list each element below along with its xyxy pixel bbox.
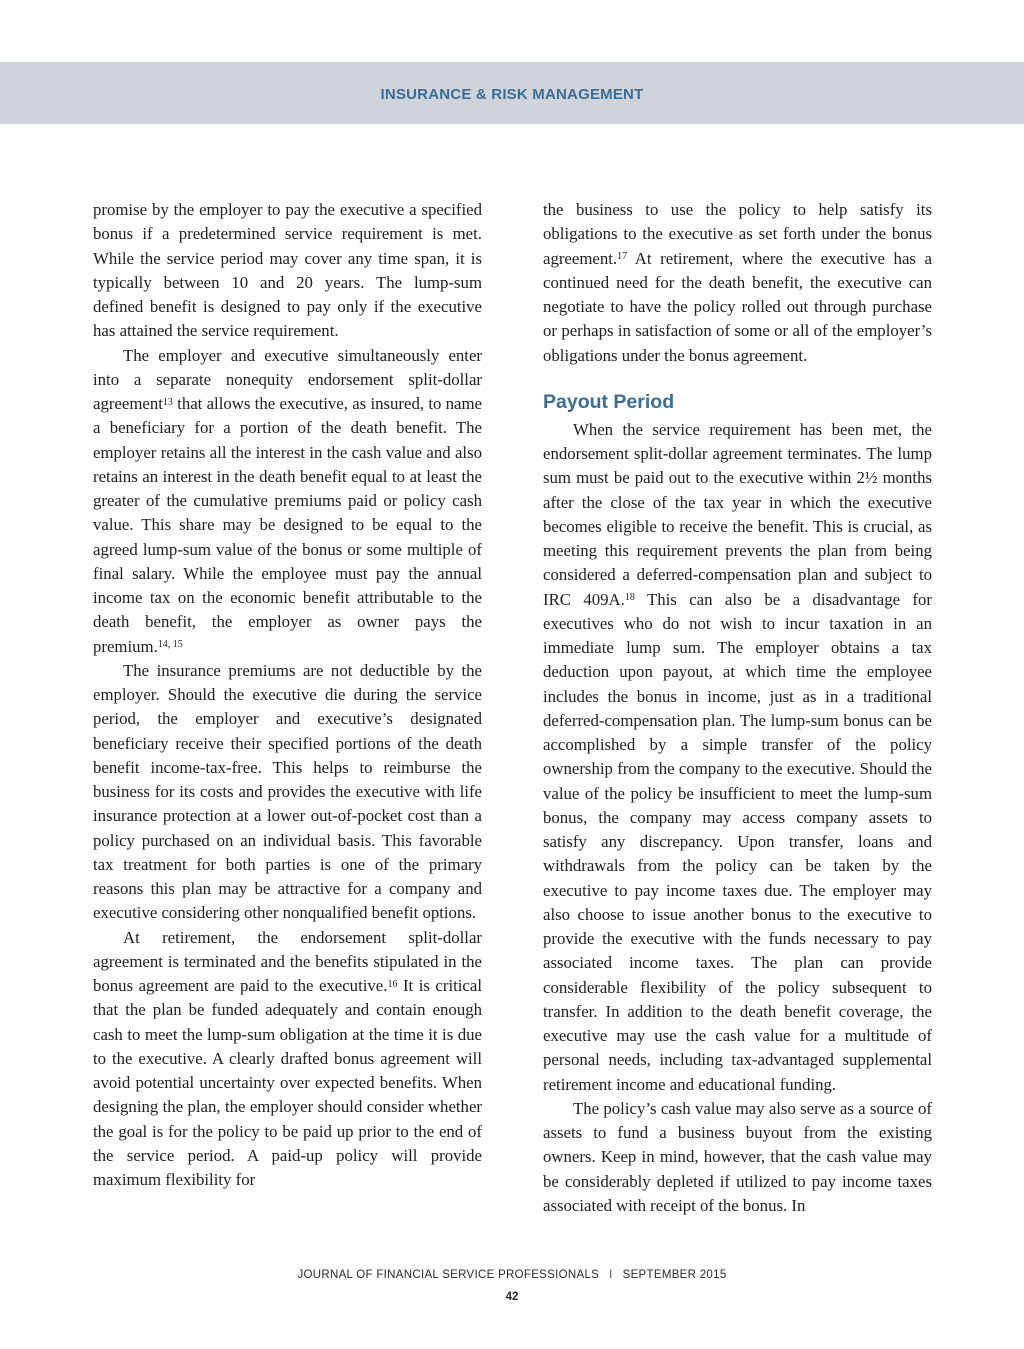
section-title: INSURANCE & RISK MANAGEMENT xyxy=(380,86,644,103)
paragraph: The employer and executive simultaneously enter into a separate nonequity endorsement split-dollar agreement$^{13}$ that allows the executive, as insured, to name a beneficiary for a portion of the death benefit. The employer retains all the interest in the cash value and also retains an interest in the death benefit equal to at least the greater of the cumulative premiums paid or policy cash value. This share may be designed to be equal to the agreed lump-sum value of the bonus or some multiple of final salary. While the employee must pay the annual income tax on the economic benefit attributable to the death benefit, the employer as owner pays the premium.$^{14, 15}$ xyxy=(93,345,482,656)
paragraph: When the service requirement has been met, the endorsement split-dollar agreement terminates. The lump sum must be paid out to the executive within 2½ months after the close of the tax year in which the executive becomes eligible to receive the benefit. This is crucial, as meeting this requirement prevents the plan from being considered a deferred-compensation plan and subject to IRC 409A.$^{18}$ This can also be a disadvantage for executives who do not wish to incur taxation in an immediate lump sum. The employer obtains a tax deduction upon payout, at which time the employee includes the bonus in income, just as in a traditional deferred-compensation plan. The lump-sum bonus can be accomplished by a simple transfer of the policy ownership from the company to the executive. Should the value of the policy be insufficient to meet the lump-sum bonus, the company may access company assets to satisfy any discrepancy. Upon transfer, loans and withdrawals from the policy can be taken by the executive to pay income taxes due. The employer may also choose to issue another bonus to the executive to provide the executive with the funds necessary to pay associated income taxes. The plan can provide considerable flexibility of the policy subsequent to transfer. In addition to the death benefit coverage, the executive may use the cash value for a multitude of personal needs, including tax-advantaged supplemental retirement income and educational funding. xyxy=(543,419,932,1094)
paragraph: The insurance premiums are not deductible by the employer. Should the executive die during the service period, the employer and executive’s designated beneficiary receive their specified portions of the death benefit income-tax-free. This helps to reimburse the business for its costs and provides the executive with life insurance protection at a lower out-of-pocket cost than a policy purchased on an individual basis. This favorable tax treatment for both parties is one of the primary reasons this plan may be attractive for a company and executive considering other nonqualified benefit options. xyxy=(93,660,482,923)
footer xyxy=(0,1269,1024,1281)
right-column xyxy=(543,198,932,1218)
footnote-ref: 14, 15 xyxy=(157,639,183,650)
paragraph: promise by the employer to pay the executive a specified bonus if a predetermined service requirement is met. While the service period may cover any time span, it is typically between 10 and 20 years. The lump-sum defined benefit is designed to pay only if the executive has attained the service requirement. xyxy=(93,200,482,341)
paragraph: At retirement, the endorsement split-dollar agreement is terminated and the benefits stipulated in the bonus agreement are paid to the executive.$^{16}$ It is critical that the plan be funded adequately and contain enough cash to meet the lump-sum obligation at the time it is due to the executive. A clearly drafted bonus agreement will avoid potential uncertainty over expected benefits. When designing the plan, the employer should consider whether the goal is for the policy to be paid up prior to the end of the service period. A paid-up policy will provide maximum flexibility for xyxy=(93,927,482,1189)
footnote-ref: 16 xyxy=(387,978,398,990)
paragraph: The policy’s cash value may also serve as a source of assets to fund a business buyout from the existing owners. Keep in mind, however, that the cash value may be considerably depleted if utilized to pay income taxes associated with receipt of the bonus. In xyxy=(543,1098,932,1215)
footer-separator: I xyxy=(609,1269,613,1281)
footnote-ref: 13 xyxy=(162,396,173,408)
left-column xyxy=(93,198,482,1192)
paragraph: the business to use the policy to help satisfy its obligations to the executive as set forth under the bonus agreement.$^{17}$ At retirement, where the executive has a continued need for the death benefit, the executive can negotiate to have the policy rolled out through purchase or perhaps in satisfaction of some or all of the employer’s obligations under the bonus agreement. xyxy=(543,200,932,365)
section-heading: Payout Period xyxy=(543,390,675,413)
journal-name: JOURNAL OF FINANCIAL SERVICE PROFESSIONALS xyxy=(297,1269,600,1281)
footnote-ref: 18 xyxy=(624,592,635,603)
header-band xyxy=(0,62,1024,124)
footnote-ref: 17 xyxy=(617,251,628,262)
page-number: 42 xyxy=(505,1291,519,1303)
issue-date: SEPTEMBER 2015 xyxy=(622,1269,727,1281)
